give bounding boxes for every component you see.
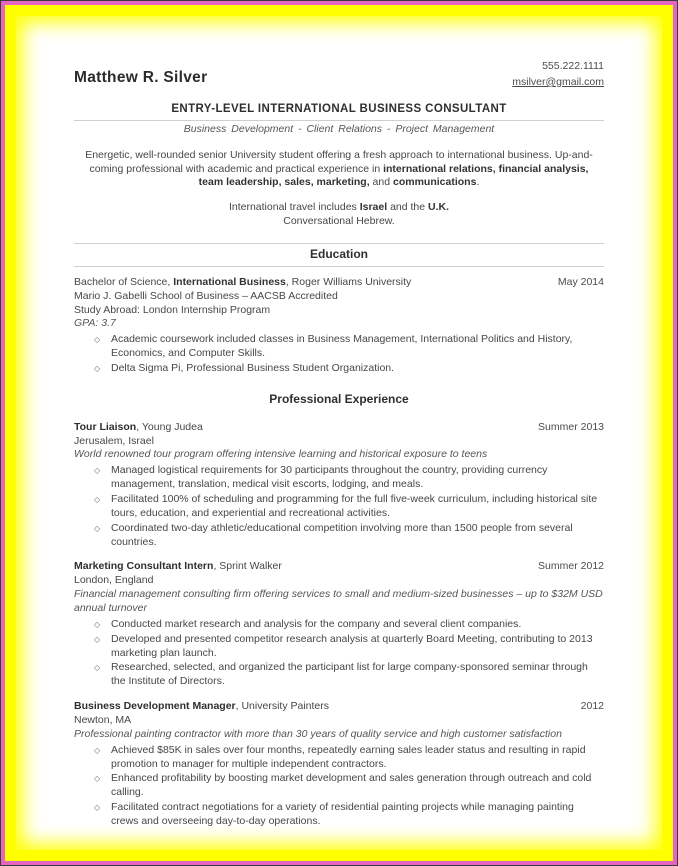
section-heading-experience: Professional Experience [269, 391, 409, 406]
list-item [94, 633, 604, 661]
education-degree-row [74, 276, 604, 290]
bullet-diamond-icon: ◇ [94, 335, 101, 345]
bullet-diamond-icon: ◇ [94, 803, 101, 813]
list-item [94, 744, 604, 772]
bullet-text: Academic coursework included classes in Business Management, International Politics and History, Economics, and Computer Skills. [111, 333, 573, 360]
bullet-diamond-icon: ◇ [94, 364, 101, 374]
email-link[interactable]: msilver@gmail.com [512, 75, 604, 88]
list-item [94, 618, 604, 632]
resume-title: ENTRY-LEVEL INTERNATIONAL BUSINESS CONSULTANT [171, 102, 507, 115]
job-title-bold: Tour Liaison [74, 420, 137, 433]
summary-text: Energetic, well-rounded senior University student offering a fresh approach to international business. Up-and-coming professional with academic and practical experience in [85, 148, 593, 175]
job-title-bold: Marketing Consultant Intern [74, 560, 214, 573]
bullet-diamond-icon: ◇ [94, 745, 101, 755]
bullet-diamond-icon: ◇ [94, 495, 101, 505]
list-item [94, 333, 604, 361]
resume-subtitle: Business Development - Client Relations - Project Management [183, 122, 495, 135]
job-description: Professional painting contractor with more than 30 years of quality service and high customer satisfaction [74, 727, 562, 740]
phone-number: 555.222.1111 [542, 60, 604, 72]
summary-text: and [369, 176, 393, 189]
job-title-row [74, 700, 604, 714]
summary-paragraph [80, 149, 598, 191]
contact-block [512, 60, 604, 90]
travel-bold-uk: U.K. [428, 201, 450, 214]
bullet-diamond-icon: ◇ [94, 619, 101, 629]
job-title-row [74, 560, 604, 574]
list-item [94, 772, 604, 800]
list-item [94, 362, 604, 376]
education-entry [74, 276, 604, 376]
degree-major: International Business [173, 275, 286, 288]
travel-hebrew-line: Conversational Hebrew. [283, 215, 395, 228]
job-entry-marketing-intern [74, 560, 604, 689]
job-date: 2012 [580, 700, 604, 713]
resume-header [74, 60, 604, 90]
list-item [94, 493, 604, 521]
list-item [94, 661, 604, 689]
job-title-bold: Business Development Manager [74, 700, 236, 713]
summary-bold-skills: international relations, financial analysis, team leadership, sales, marketing, [198, 162, 589, 189]
bullet-text: Facilitated contract negotiations for a variety of residential painting projects while managing painting crews and overseeing day-to-day operations. [111, 801, 574, 828]
bullet-diamond-icon: ◇ [94, 466, 101, 476]
education-date: May 2014 [557, 275, 604, 288]
list-item [94, 522, 604, 550]
degree-university: , Roger Williams University [285, 275, 412, 288]
job-location: Jerusalem, Israel [74, 434, 154, 447]
summary-text: . [476, 176, 480, 189]
job-date: Summer 2012 [538, 560, 604, 573]
resume-page [16, 16, 662, 850]
bullet-text: Developed and presented competitor research analysis at quarterly Board Meeting, contributing to 2013 marketing plan launch. [111, 632, 593, 659]
bullet-text: Conducted market research and analysis for the company and several client companies. [111, 617, 522, 630]
degree-plain: Bachelor of Science, [74, 275, 174, 288]
list-item [94, 801, 604, 829]
bullet-diamond-icon: ◇ [94, 634, 101, 644]
bullet-text: Researched, selected, and organized the participant list for large company-sponsored seminar through the Institute of Directors. [111, 661, 588, 688]
travel-paragraph [74, 201, 604, 229]
bullet-text: Achieved $85K in sales over four months, repeatedly earning sales leader status and resulting in rapid promotion to manager for multiple independent contractors. [111, 743, 586, 770]
education-gpa: GPA: 3.7 [74, 317, 116, 330]
title-divider [74, 120, 604, 121]
title-block [74, 102, 604, 137]
education-degree [74, 276, 411, 290]
summary-bold-communications: communications [393, 176, 477, 189]
bullet-diamond-icon: ◇ [94, 774, 101, 784]
job-bullet-list [74, 744, 604, 829]
bullet-text: Managed logistical requirements for 30 participants throughout the country, providing currency management, translation, medical visit escorts, lodging, and meals. [111, 464, 548, 491]
job-location: Newton, MA [74, 714, 132, 727]
job-title-row [74, 421, 604, 435]
job-description: World renowned tour program offering intensive learning and historical exposure to teens [74, 448, 488, 461]
bullet-diamond-icon: ◇ [94, 663, 101, 673]
education-abroad-line: Study Abroad: London Internship Program [74, 303, 271, 316]
job-company: , University Painters [235, 700, 330, 713]
job-entry-business-dev-manager [74, 700, 604, 829]
bullet-text: Facilitated 100% of scheduling and programming for the full five-week curriculum, including historical site tours, education, and experiential and recreational activities. [111, 493, 598, 519]
list-item [94, 464, 604, 492]
bullet-diamond-icon: ◇ [94, 523, 101, 533]
job-description: Financial management consulting firm offering services to small and medium-sized businesses – up to $32M USD annual turnover [74, 588, 603, 615]
job-location: London, England [74, 574, 154, 587]
travel-bold-israel: Israel [359, 201, 388, 214]
job-title [74, 700, 329, 714]
job-bullet-list [74, 464, 604, 549]
candidate-name: Matthew R. Silver [74, 69, 208, 86]
decorative-border-inner [5, 5, 673, 861]
section-heading-education: Education [74, 243, 604, 267]
job-entry-tour-liaison [74, 421, 604, 550]
travel-text: International travel includes [228, 201, 360, 214]
travel-text: and the [387, 201, 429, 214]
education-school-line: Mario J. Gabelli School of Business – AACSB Accredited [74, 289, 338, 302]
bullet-text: Enhanced profitability by boosting market development and sales generation through outreach and cold calling. [111, 772, 592, 799]
job-date: Summer 2013 [538, 420, 604, 433]
job-company: , Sprint Walker [213, 560, 282, 573]
job-title [74, 560, 282, 574]
bullet-text: Coordinated two-day athletic/educational competition involving more than 1500 people from several countries. [111, 521, 573, 548]
job-bullet-list [74, 618, 604, 689]
bullet-text: Delta Sigma Pi, Professional Business Student Organization. [111, 362, 395, 375]
job-title [74, 421, 203, 435]
education-bullet-list [74, 333, 604, 376]
job-company: , Young Judea [136, 420, 203, 433]
